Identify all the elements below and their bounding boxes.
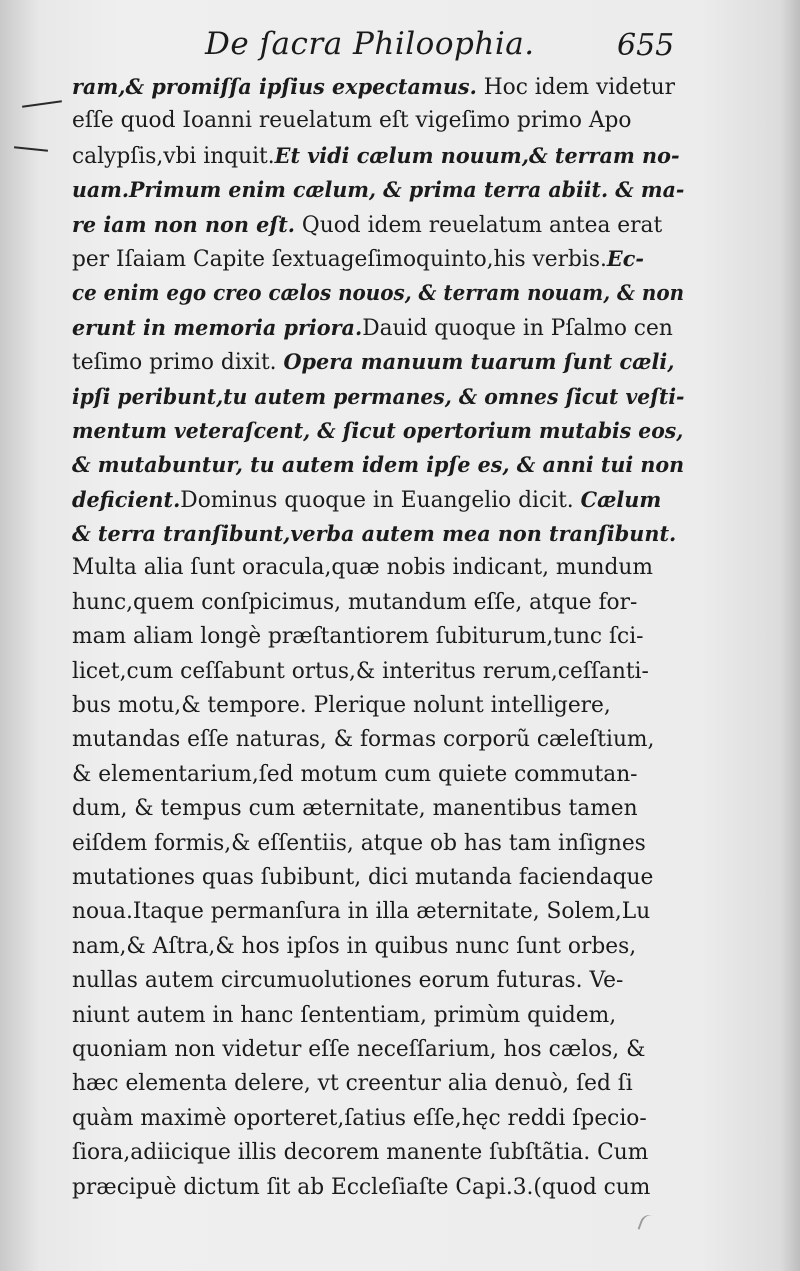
italic-text-run: ipſi peribunt,tu autem permanes, & omnes ſicut veſti- [72,383,685,409]
roman-text-run: Dominus quoque in Euangelio dicit. [180,487,581,513]
body-text [72,70,692,1205]
roman-text-run: niunt autem in hanc ſententiam, primùm quidem, [72,1002,617,1028]
text-line [72,930,684,964]
roman-text-run: mutationes quas ſubibunt, dici mutanda faciendaque [72,864,654,890]
roman-text-run: eſſe quod Ioanni reuelatum eſt vigeſimo primo Apo [72,108,632,134]
roman-text-run: mam aliam longè præſtantiorem ſubiturum,tunc ſci- [72,624,644,650]
margin-pen-mark [14,146,48,152]
text-line [72,723,684,757]
roman-text-run: dum, & tempus cum æternitate, manentibus tamen [72,796,638,822]
page-number: 655 [617,28,675,63]
running-title: De ſacra Philoophia. [205,26,535,62]
text-line [72,999,684,1033]
roman-text-run: Multa alia ſunt oracula,quæ nobis indicant, mundum [72,555,653,581]
italic-text-run: re iam non non eſt. [72,211,296,237]
text-line [72,620,684,654]
italic-text-run: & terra tranſibunt,verba autem mea non tranſibunt. [72,521,677,547]
text-line [72,792,684,826]
text-line [72,758,684,792]
italic-text-run: ce enim ego creo cælos nouos, & terram nouam, & non [72,280,685,306]
roman-text-run: teſimo primo dixit. [72,350,284,376]
roman-text-run: nullas autem circumuolutiones eorum futuras. Ve- [72,968,624,994]
roman-text-run: mutandas eſſe naturas, & formas corporũ cæleſtium, [72,727,655,753]
text-line [72,861,684,895]
text-line [72,827,684,861]
text-line [72,1136,684,1170]
italic-text-run: & mutabuntur, tu autem idem ipſe es, & anni tui non [72,452,685,478]
text-line [72,1033,684,1067]
roman-text-run: Hoc idem videtur [476,75,676,100]
page-header [0,26,800,70]
text-line [72,104,684,138]
text-line [72,208,684,242]
text-line [72,448,684,482]
page-smudge [638,1212,663,1236]
text-line [72,173,684,207]
text-line [72,311,684,345]
italic-text-run: Et vidi cælum nouum,& terram no- [274,142,680,168]
roman-text-run: bus motu,& tempore. Plerique nolunt intelligere, [72,693,611,719]
roman-text-run: nam,& Aſtra,& hos ipſos in quibus nunc ſunt orbes, [72,933,637,959]
text-line [72,276,684,310]
roman-text-run: Quod idem reuelatum antea erat [295,212,663,238]
text-line [72,895,684,929]
text-line [72,964,684,998]
italic-text-run: deficient. [72,486,181,512]
text-line [72,380,684,414]
roman-text-run: hæc elementa delere, vt creentur alia denuò, ſed ſi [72,1071,633,1097]
text-line [72,242,684,276]
roman-text-run: calypſis,vbi inquit. [72,143,275,169]
roman-text-run: noua.Itaque permanſura in illa æternitate, Solem,Lu [72,899,651,925]
text-line [72,689,684,723]
roman-text-run: præcipuè dictum ſit ab Eccleſiaſte Capi.3.(quod cum [72,1174,651,1200]
text-line [72,139,684,173]
roman-text-run: & elementarium,ſed motum cum quiete commutan- [72,761,638,787]
text-line [72,70,684,104]
italic-text-run: Cælum [580,486,662,512]
roman-text-run: quoniam non videtur eſſe neceſſarium, hos cælos, & [72,1036,646,1062]
italic-text-run: erunt in memoria priora. [72,314,363,340]
text-line [72,655,684,689]
text-line [72,551,684,585]
italic-text-run: mentum veteraſcent, & ſicut opertorium mutabis eos, [72,417,684,443]
text-line [72,517,684,551]
text-line [72,1171,684,1205]
roman-text-run: licet,cum ceſſabunt ortus,& interitus rerum,ceſſanti- [72,658,649,684]
roman-text-run: hunc,quem conſpicimus, mutandum eſſe, atque for- [72,589,638,615]
italic-text-run: uam.Primum enim cælum, & prima terra abiit. & ma- [72,177,685,203]
text-line [72,586,684,620]
italic-text-run: Ec- [606,245,644,271]
roman-text-run: quàm maximè oporteret,ſatius eſſe,hęc reddi ſpecio- [72,1105,647,1131]
text-line [72,483,684,517]
text-line [72,345,684,379]
margin-pen-mark [22,100,62,108]
italic-text-run: ram,& promiſſa ipſius expectamus. [72,74,477,99]
text-line [72,1067,684,1101]
italic-text-run: Opera manuum tuarum ſunt cæli, [283,349,675,375]
roman-text-run: Dauid quoque in Pſalmo cen [362,315,673,341]
roman-text-run: per Iſaiam Capite ſextuageſimoquinto,his verbis. [72,246,607,272]
roman-text-run: eiſdem formis,& eſſentiis, atque ob has tam inſignes [72,830,646,856]
roman-text-run: ſiora,adiicique illis decorem manente ſubſtãtia. Cum [72,1140,649,1166]
text-line [72,1102,684,1136]
text-line [72,414,684,448]
